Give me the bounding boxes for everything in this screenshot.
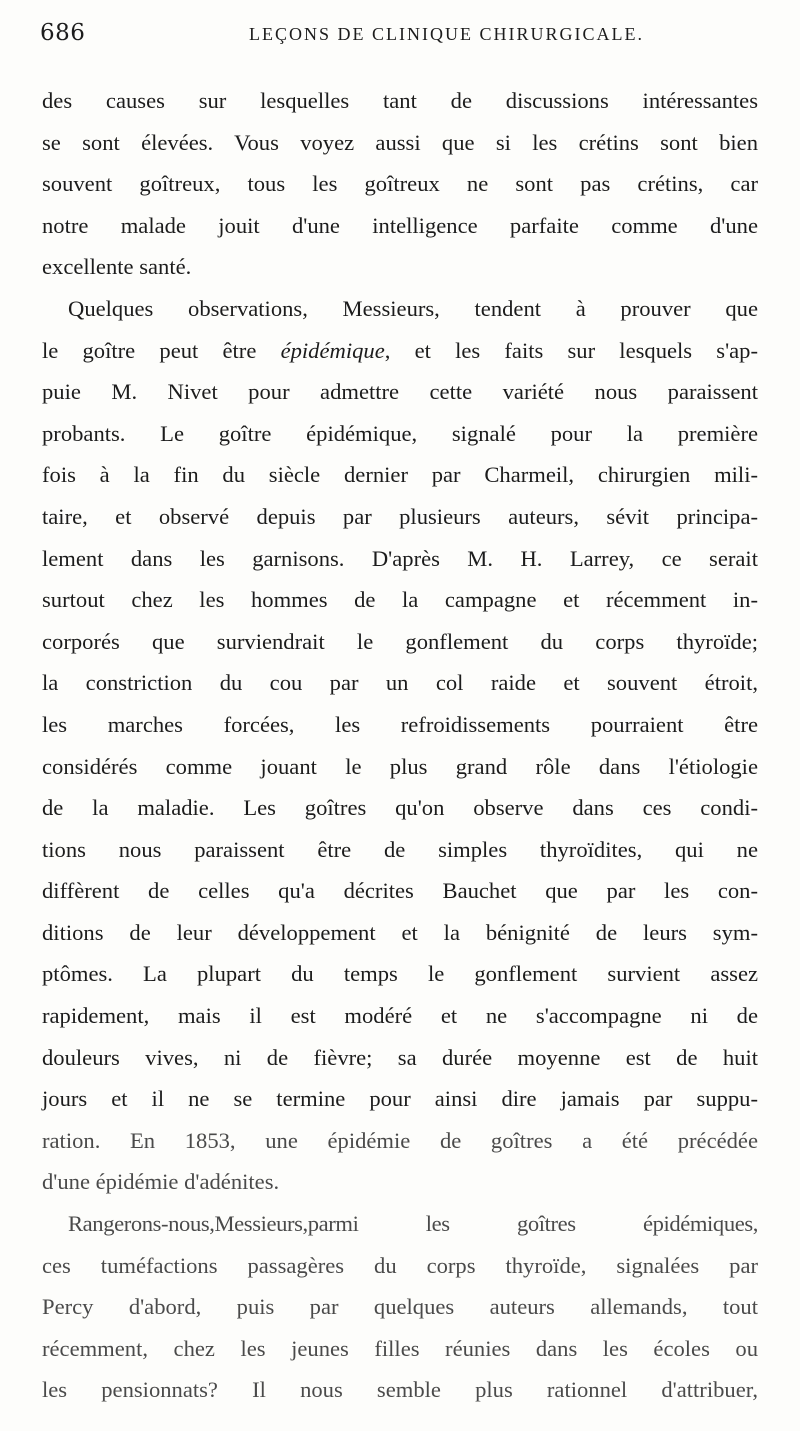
text-line: souvent goîtreux, tous les goîtreux ne sont pas crétins, car bbox=[42, 171, 758, 197]
text-line: considérés comme jouant le plus grand rôle dans l'étiologie bbox=[42, 753, 758, 779]
text-line: de la maladie. Les goîtres qu'on observe dans ces condi- bbox=[42, 795, 758, 821]
text-line: lement dans les garnisons. D'après M. H. Larrey, ce serait bbox=[42, 545, 758, 571]
text-line: rapidement, mais il est modéré et ne s'accompagne ni de bbox=[42, 1003, 758, 1029]
text-line: Quelques observations, Messieurs, tendent à prouver que bbox=[68, 295, 758, 321]
page-number: 686 bbox=[40, 20, 86, 46]
text-line: surtout chez les hommes de la campagne et récemment in- bbox=[42, 587, 758, 613]
emphasized-term: épidémique bbox=[280, 337, 385, 363]
text-line: les pensionnats? Il nous semble plus rationnel d'attribuer, bbox=[42, 1377, 758, 1403]
text-line: excellente santé. bbox=[42, 254, 192, 280]
text-line: tions nous paraissent être de simples thyroïdites, qui ne bbox=[42, 836, 758, 862]
text-line: se sont élevées. Vous voyez aussi que si les crétins sont bien bbox=[42, 129, 758, 155]
text-line: Rangerons-nous,Messieurs,parmi les goîtres épidémiques, bbox=[68, 1211, 758, 1237]
text-line: diffèrent de celles qu'a décrites Bauchet que par les con- bbox=[42, 878, 758, 904]
text-line: notre malade jouit d'une intelligence parfaite comme d'une bbox=[42, 212, 758, 238]
text-line: d'une épidémie d'adénites. bbox=[42, 1169, 280, 1195]
text-line: ptômes. La plupart du temps le gonflement survient assez bbox=[42, 961, 758, 987]
text-line: fois à la fin du siècle dernier par Charmeil, chirurgien mili- bbox=[42, 462, 758, 488]
text-line: Percy d'abord, puis par quelques auteurs allemands, tout bbox=[42, 1294, 758, 1320]
text-line-with-emphasis bbox=[42, 330, 758, 372]
text-line: ration. En 1853, une épidémie de goîtres a été précédée bbox=[42, 1127, 758, 1153]
running-head: LEÇONS DE CLINIQUE CHIRURGICALE. bbox=[249, 24, 644, 44]
text-line: probants. Le goître épidémique, signalé pour la première bbox=[42, 420, 758, 446]
text-line: corporés que surviendrait le gonflement du corps thyroïde; bbox=[42, 628, 758, 654]
text-segment: le goître peut être bbox=[42, 337, 281, 363]
text-line: les marches forcées, les refroidissements pourraient être bbox=[42, 711, 758, 737]
text-line: puie M. Nivet pour admettre cette variété nous paraissent bbox=[42, 379, 758, 405]
text-line: taire, et observé depuis par plusieurs auteurs, sévit principa- bbox=[42, 503, 758, 529]
text-line: ces tuméfactions passagères du corps thyroïde, signalées par bbox=[42, 1252, 758, 1278]
text-line: douleurs vives, ni de fièvre; sa durée moyenne est de huit bbox=[42, 1044, 758, 1070]
text-segment: , et les faits sur lesquels s'ap- bbox=[384, 337, 759, 363]
body-text bbox=[42, 80, 758, 1411]
text-line: récemment, chez les jeunes filles réunies dans les écoles ou bbox=[42, 1335, 758, 1361]
text-line: des causes sur lesquelles tant de discussions intéressantes bbox=[42, 88, 758, 113]
page-header bbox=[40, 20, 760, 56]
text-line: la constriction du cou par un col raide et souvent étroit, bbox=[42, 670, 758, 696]
text-line: ditions de leur développement et la bénignité de leurs sym- bbox=[42, 919, 758, 945]
text-line: jours et il ne se termine pour ainsi dire jamais par suppu- bbox=[42, 1086, 758, 1112]
